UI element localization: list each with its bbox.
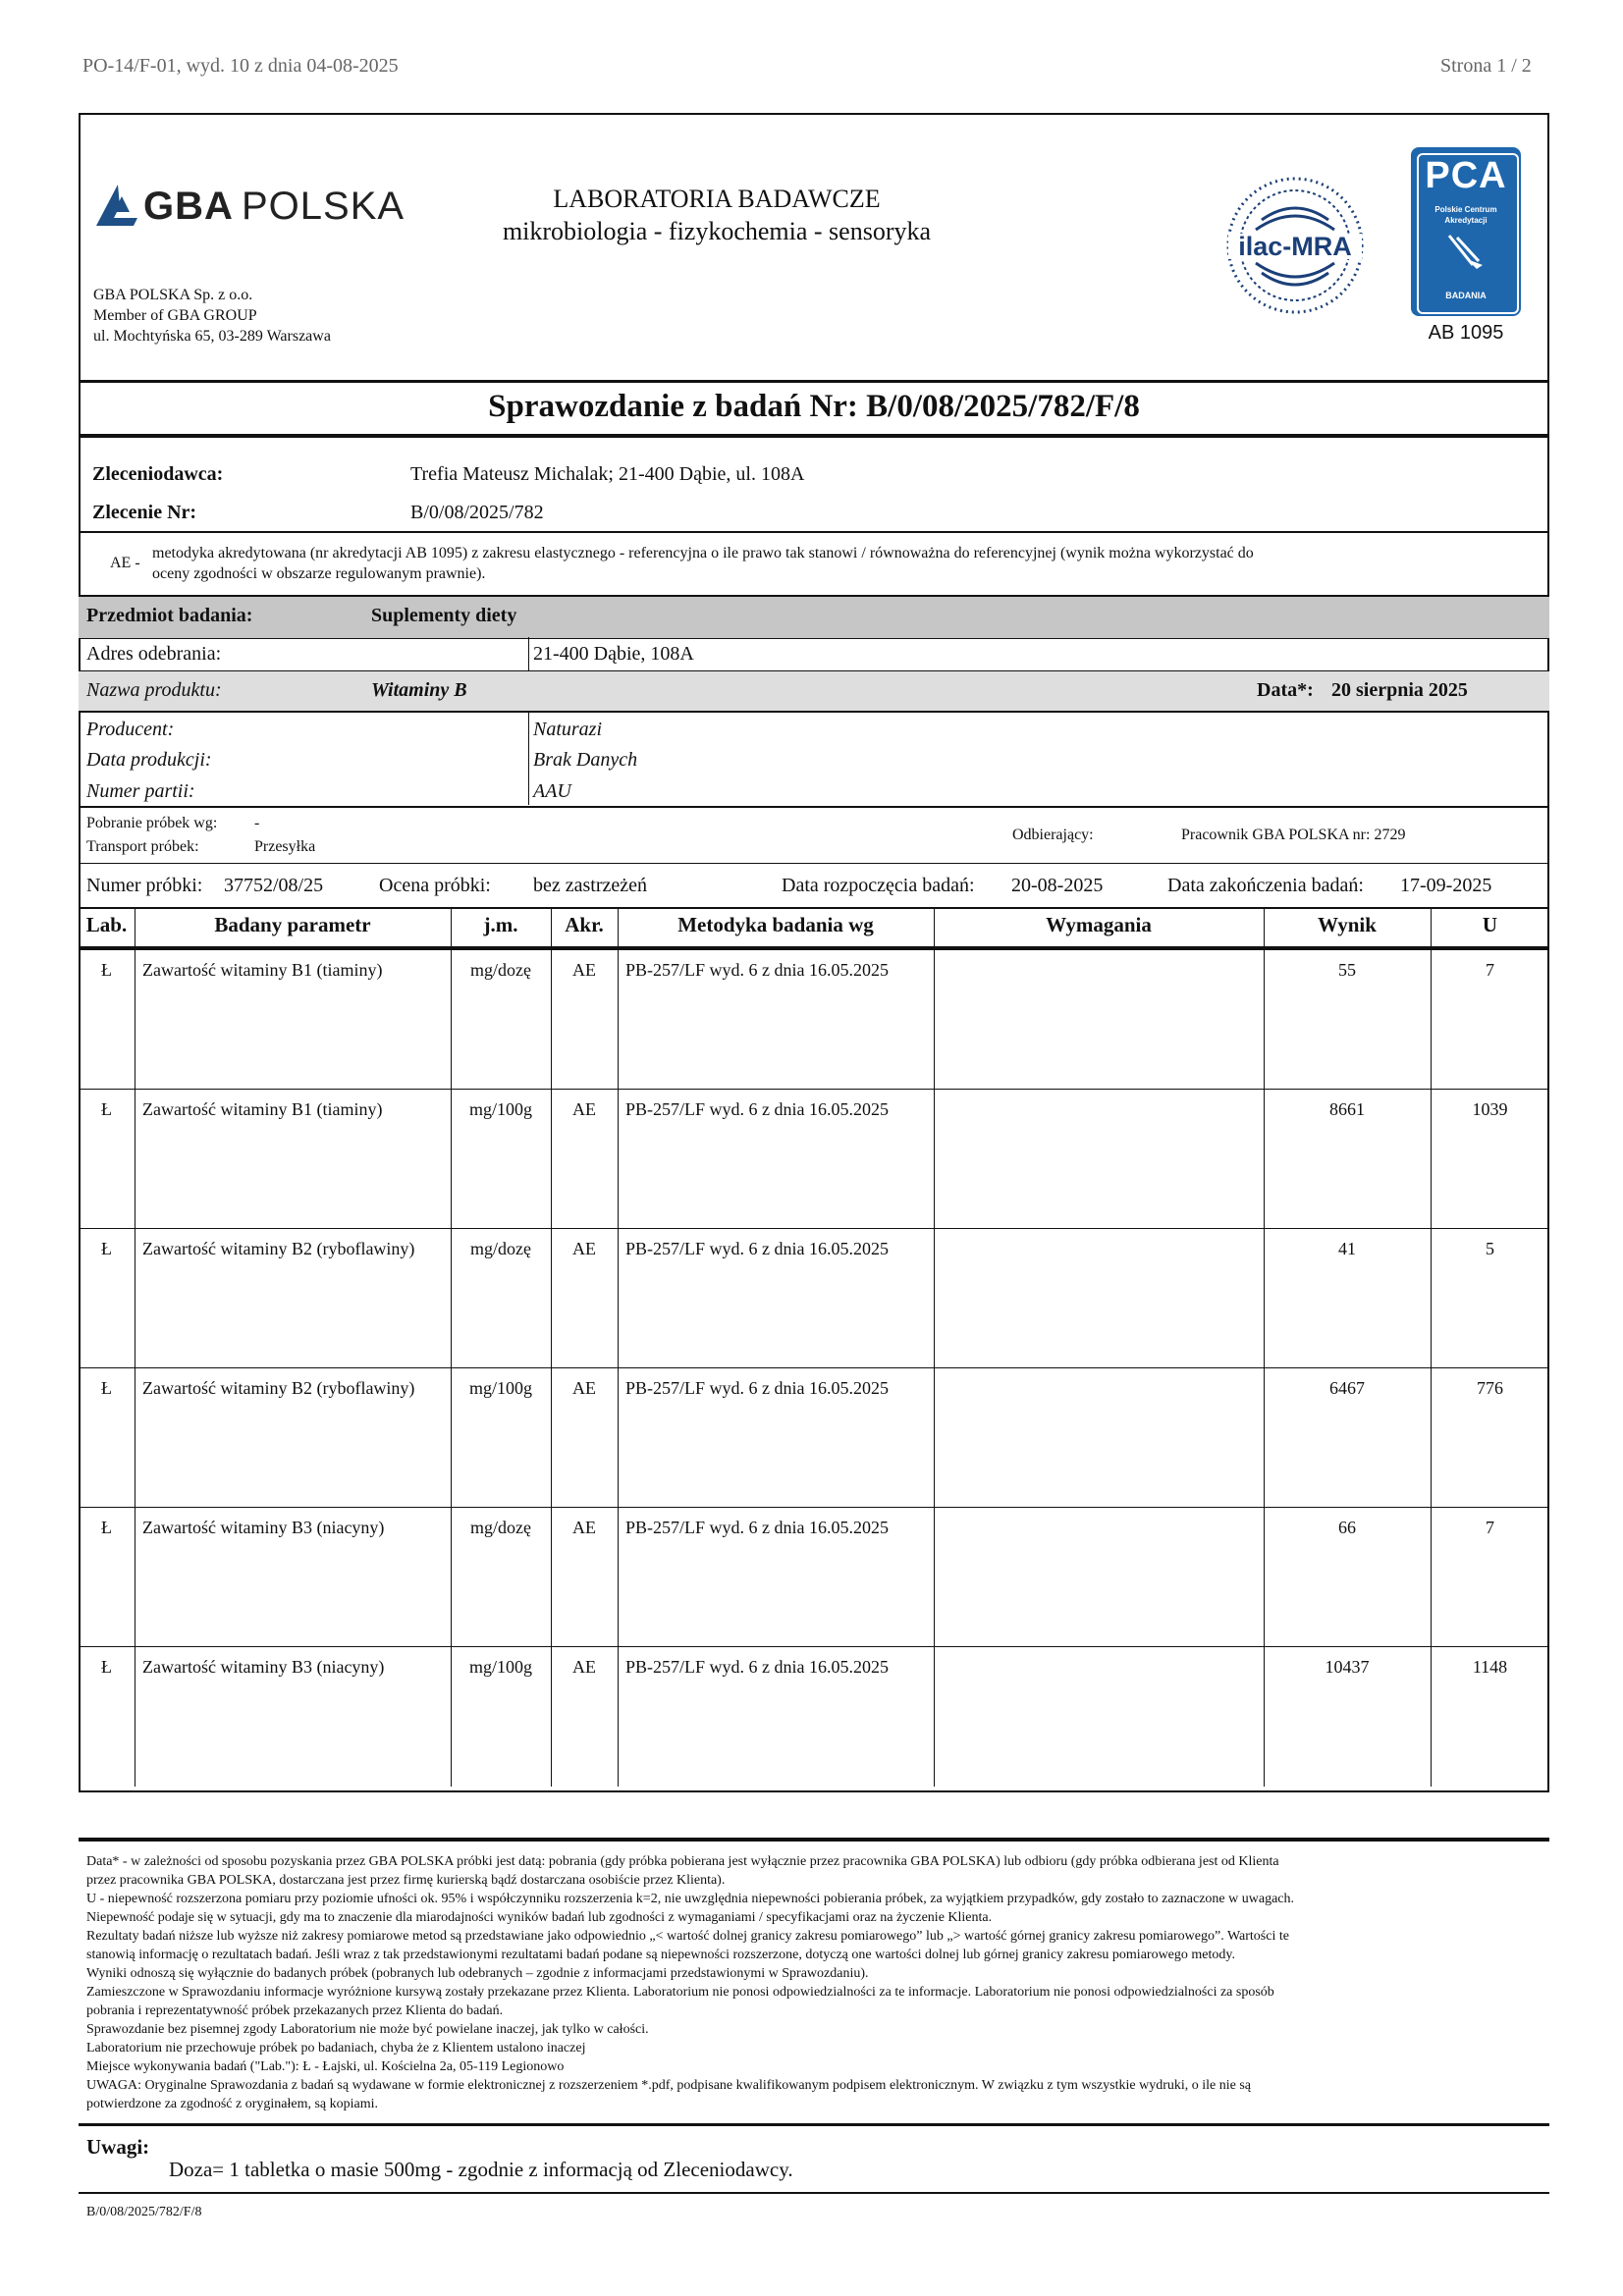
ae-note xyxy=(152,543,1254,584)
lab-title: LABORATORIA BADAWCZE xyxy=(553,185,881,213)
start-date-label: Data rozpoczęcia badań: xyxy=(782,875,975,896)
footnote-line: UWAGA: Oryginalne Sprawozdania z badań są wydawane w formie elektronicznej z rozszerzeniem *.pdf, podpisane kwalifikowanym podpisem elektronicznym. W związku z tym wszystkie wydruki, o ile nie są xyxy=(86,2078,1252,2093)
col-header-method: Metodyka badania wg xyxy=(677,913,874,936)
product-label: Nazwa produktu: xyxy=(86,679,222,701)
footnotes-top-rule xyxy=(79,1838,1549,1842)
table-row xyxy=(79,1508,1549,1646)
sampling-rule xyxy=(79,863,1549,864)
start-date-value: 20-08-2025 xyxy=(1011,875,1104,896)
logo-text-light: POLSKA xyxy=(242,185,406,228)
row-method: PB-257/LF wyd. 6 z dnia 16.05.2025 xyxy=(625,1239,889,1258)
table-row xyxy=(79,1229,1549,1367)
col-header-param: Badany parametr xyxy=(214,913,371,936)
address-value: 21-400 Dąbie, 108A xyxy=(533,643,694,665)
remarks-top-rule xyxy=(79,2123,1549,2126)
row-lab: Ł xyxy=(101,1378,112,1398)
pca-logo xyxy=(1411,147,1521,316)
company-address: ul. Mochtyńska 65, 03-289 Warszawa xyxy=(93,328,331,345)
row-lab: Ł xyxy=(101,960,112,980)
footnote-line: U - niepewność rozszerzona pomiaru przy poziomie ufności ok. 95% i współczynniku rozszerzenia k=2, nie uwzględnia niepewności pobierania próbek, za wyjątkiem przypadków, gdy zostało to zaznaczone w uwagach. xyxy=(86,1892,1294,1906)
client-rule xyxy=(79,531,1549,533)
end-date-label: Data zakończenia badań: xyxy=(1167,875,1364,896)
company-group: Member of GBA GROUP xyxy=(93,307,257,324)
address-divider xyxy=(528,637,529,670)
row-unit: mg/100g xyxy=(468,1099,532,1119)
row-unit: mg/dozę xyxy=(470,1518,531,1537)
row-unit: mg/100g xyxy=(468,1657,532,1677)
footnote-line: pobrania i reprezentatywność próbek przekazanych przez Klienta do badań. xyxy=(86,2003,504,2018)
table-row xyxy=(79,1368,1549,1507)
row-result: 6467 xyxy=(1329,1378,1365,1398)
date-label: Data*: xyxy=(1257,679,1314,701)
row-akr: AE xyxy=(572,1518,596,1537)
row-param: Zawartość witaminy B3 (niacyny) xyxy=(142,1657,385,1677)
row-unit: mg/dozę xyxy=(470,960,531,980)
address-label: Adres odebrania: xyxy=(86,643,222,665)
row-uncertainty: 7 xyxy=(1486,960,1494,980)
row-param: Zawartość witaminy B2 (ryboflawiny) xyxy=(142,1378,415,1398)
remarks-text: Doza= 1 tabletka o masie 500mg - zgodnie z informacją od Zleceniodawcy. xyxy=(169,2158,793,2181)
pca-title: PCA xyxy=(1425,155,1507,196)
lab-header xyxy=(412,183,1021,247)
row-akr: AE xyxy=(572,960,596,980)
footnote-line: stanowią informację o rezultatach badań. Jeśli wraz z tak przedstawionymi rezultatami badań podane są niepewności rozszerzone, dotyczą one wartości dolnej lub górnej granicy zakresu pomiarowego metody. xyxy=(86,1948,1235,1962)
footnote-line: Data* - w zależności od sposobu pozyskania przez GBA POLSKA próbki jest datą: pobrania (gdy próbka pobierana jest wyłącznie przez pracownika GBA POLSKA) lub odbioru (gdy próbka odbierana jest od Klienta xyxy=(86,1854,1279,1869)
footer-code: B/0/08/2025/782/F/8 xyxy=(86,2205,202,2219)
end-date-value: 17-09-2025 xyxy=(1400,875,1492,896)
gba-logo-icon xyxy=(94,183,145,228)
footnote-line: Laboratorium nie przechowuje próbek po badaniach, chyba że z Klientem ustalono inaczej xyxy=(86,2041,586,2056)
lab-subtitle: mikrobiologia - fizykochemia - sensoryka xyxy=(502,217,932,245)
footnote-line: Sprawozdanie bez pisemnej zgody Laboratorium nie może być powielane inaczej, jak tylko w całości. xyxy=(86,2022,649,2037)
footnote-line: Niepewność podaje się w sytuacji, gdy ma to znaczenie dla miarodajności wyników badań lub zgodności z wymaganiami / specyfikacjami oraz na życzenie Klienta. xyxy=(86,1910,993,1925)
col-header-lab: Lab. xyxy=(85,913,128,936)
transport-label: Transport próbek: xyxy=(86,838,199,855)
client-label: Zleceniodawca: xyxy=(92,463,224,485)
producer-label: Producent: xyxy=(86,719,175,740)
row-uncertainty: 7 xyxy=(1486,1518,1494,1537)
row-param: Zawartość witaminy B1 (tiaminy) xyxy=(142,1099,383,1119)
row-method: PB-257/LF wyd. 6 z dnia 16.05.2025 xyxy=(625,1518,889,1537)
col-header-uncertainty: U xyxy=(1482,913,1498,936)
col-header-requirements: Wymagania xyxy=(1046,913,1152,936)
subject-label: Przedmiot badania: xyxy=(86,605,253,626)
row-akr: AE xyxy=(572,1378,596,1398)
row-lab: Ł xyxy=(101,1099,112,1119)
row-result: 8661 xyxy=(1329,1099,1365,1119)
row-unit: mg/dozę xyxy=(470,1239,531,1258)
row-lab: Ł xyxy=(101,1518,112,1537)
col-header-unit: j.m. xyxy=(483,913,518,936)
ilac-text: ilac-MRA xyxy=(1238,232,1352,261)
accreditation-number: AB 1095 xyxy=(1428,322,1504,344)
row-akr: AE xyxy=(572,1099,596,1119)
product-value: Witaminy B xyxy=(371,679,467,701)
title-bottom-rule xyxy=(79,434,1549,438)
remarks-bottom-rule xyxy=(79,2192,1549,2194)
client-value: Trefia Mateusz Michalak; 21-400 Dąbie, ul. 108A xyxy=(410,463,805,485)
row-lab: Ł xyxy=(101,1239,112,1258)
transport-value: Przesyłka xyxy=(254,838,316,855)
row-uncertainty: 776 xyxy=(1477,1378,1503,1398)
ilac-mra-icon xyxy=(1222,173,1368,318)
production-date-label: Data produkcji: xyxy=(86,749,212,771)
pca-badania: BADANIA xyxy=(1445,291,1487,300)
footnote-line: Rezultaty badań niższe lub wyższe niż zakresy pomiarowe metod są przedstawiane jako odpowiednio „< wartość dolnej granicy zakresu pomiarowego” lub „> wartość górnej granicy zakresu pomiarowego”. Wartości te xyxy=(86,1929,1289,1944)
sample-rating-value: bez zastrzeżeń xyxy=(533,875,648,896)
sampling-label: Pobranie próbek wg: xyxy=(86,815,218,831)
table-row xyxy=(79,1090,1549,1228)
product-band xyxy=(79,670,1549,713)
row-result: 10437 xyxy=(1325,1657,1370,1677)
company-info xyxy=(93,285,331,347)
row-akr: AE xyxy=(572,1657,596,1677)
footnote-line: Miejsce wykonywania badań ("Lab."): Ł - Łajski, ul. Kościelna 2a, 05-119 Legionowo xyxy=(86,2059,565,2074)
flask-icon xyxy=(1443,232,1488,271)
sample-rating-label: Ocena próbki: xyxy=(379,875,491,896)
batch-label: Numer partii: xyxy=(86,780,195,802)
pca-line2: Akredytacji xyxy=(1444,216,1488,225)
company-name: GBA POLSKA Sp. z o.o. xyxy=(93,287,253,303)
receiver-value: Pracownik GBA POLSKA nr: 2729 xyxy=(1181,827,1406,843)
ae-note-line2: oceny zgodności w obszarze regulowanym prawnie). xyxy=(152,565,486,582)
row-method: PB-257/LF wyd. 6 z dnia 16.05.2025 xyxy=(625,1099,889,1119)
pca-line1: Polskie Centrum xyxy=(1434,205,1497,214)
footnote-line: potwierdzone za zgodność z oryginałem, są kopiami. xyxy=(86,2097,379,2111)
footnote-line: Zamieszczone w Sprawozdaniu informacje wyróżnione kursywą zostały przekazane przez Klienta. Laboratorium nie ponosi odpowiedzialności za te informacje. Laboratorium nie ponosi odpowiedzialności za sposób xyxy=(86,1985,1274,2000)
row-result: 55 xyxy=(1338,960,1356,980)
row-akr: AE xyxy=(572,1239,596,1258)
report-title: Sprawozdanie z badań Nr: B/0/08/2025/782/F/8 xyxy=(488,389,1140,424)
form-code: PO-14/F-01, wyd. 10 z dnia 04-08-2025 xyxy=(82,55,399,77)
table-row xyxy=(79,950,1549,1089)
row-lab: Ł xyxy=(101,1657,112,1677)
batch-value: AAU xyxy=(533,780,571,802)
col-header-akr: Akr. xyxy=(565,913,604,936)
production-date-value: Brak Danych xyxy=(533,749,638,771)
footnotes xyxy=(86,1852,1540,2113)
remarks-label: Uwagi: xyxy=(86,2135,150,2159)
subject-band xyxy=(79,595,1549,639)
sample-number-value: 37752/08/25 xyxy=(224,875,324,896)
receiver-label: Odbierający: xyxy=(1012,827,1094,843)
date-value: 20 sierpnia 2025 xyxy=(1331,679,1468,701)
row-method: PB-257/LF wyd. 6 z dnia 16.05.2025 xyxy=(625,1378,889,1398)
ae-note-line1: metodyka akredytowana (nr akredytacji AB 1095) z zakresu elastycznego - referencyjna o ile prawo tak stanowi / równoważna do referencyjnej (wynik można wykorzystać do xyxy=(152,545,1254,561)
row-uncertainty: 1148 xyxy=(1472,1657,1508,1677)
logo-text-bold: GBA xyxy=(143,185,234,228)
row-param: Zawartość witaminy B2 (ryboflawiny) xyxy=(142,1239,415,1258)
row-unit: mg/100g xyxy=(468,1378,532,1398)
row-uncertainty: 1039 xyxy=(1472,1099,1508,1119)
page-number: Strona 1 / 2 xyxy=(1440,55,1532,77)
table-top-rule xyxy=(79,907,1549,909)
results-table xyxy=(79,907,1549,1787)
ae-code: AE - xyxy=(110,555,140,571)
producer-value: Naturazi xyxy=(533,719,603,740)
row-result: 66 xyxy=(1338,1518,1356,1537)
footnote-line: Wyniki odnoszą się wyłącznie do badanych próbek (pobranych lub odebranych – zgodnie z informacjami przedstawionymi w Sprawozdaniu). xyxy=(86,1966,869,1981)
sample-number-label: Numer próbki: xyxy=(86,875,203,896)
row-param: Zawartość witaminy B1 (tiaminy) xyxy=(142,960,383,980)
pca-subtitle xyxy=(1411,204,1521,226)
footnote-line: przez pracownika GBA POLSKA, dostarczana jest przez firmę kurierską bądź dostarczana osobiście przez Klienta). xyxy=(86,1873,726,1888)
details-rule xyxy=(79,806,1549,808)
row-method: PB-257/LF wyd. 6 z dnia 16.05.2025 xyxy=(625,960,889,980)
col-header-result: Wynik xyxy=(1318,913,1377,936)
row-uncertainty: 5 xyxy=(1486,1239,1494,1258)
title-top-rule xyxy=(79,380,1549,383)
order-value: B/0/08/2025/782 xyxy=(410,502,544,523)
row-result: 41 xyxy=(1338,1239,1356,1258)
subject-value: Suplementy diety xyxy=(371,605,517,626)
ilac-mra-logo xyxy=(1222,173,1368,318)
sampling-value: - xyxy=(254,815,260,831)
row-method: PB-257/LF wyd. 6 z dnia 16.05.2025 xyxy=(625,1657,889,1677)
table-row xyxy=(79,1647,1549,1785)
order-label: Zlecenie Nr: xyxy=(92,502,197,523)
details-divider xyxy=(528,712,529,805)
row-param: Zawartość witaminy B3 (niacyny) xyxy=(142,1518,385,1537)
